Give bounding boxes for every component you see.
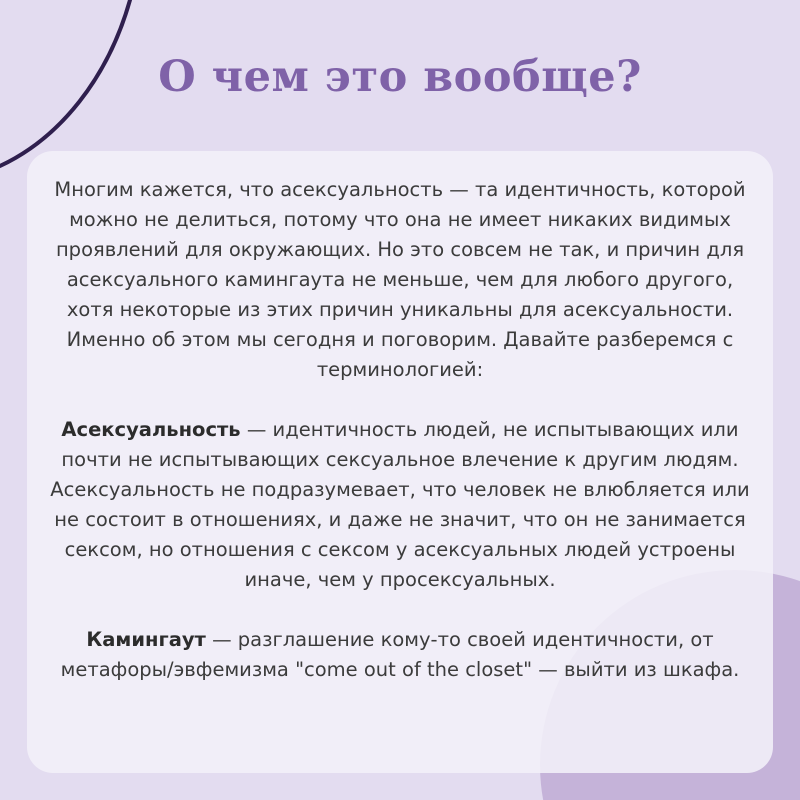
definition-term: Асексуальность [61, 418, 241, 441]
definition-asexuality [49, 415, 751, 595]
definition-term: Камингаут [86, 628, 206, 651]
intro-paragraph: Многим кажется, что асексуальность — та идентичность, которой можно не делиться, потому что она не имеет никаких видимых проявлений для окружающих. Но это совсем не так, и причин для асексуального камингаута не меньше, чем для любого другого, хотя некоторые из этих причин уникальны для асексуальности. Именно об этом мы сегодня и поговорим. Давайте разберемся с терминологией: [54, 178, 746, 381]
definition-text: — разглашение кому-то своей идентичности, от метафоры/эвфемизма "come out of the closet" — выйти из шкафа. [60, 628, 740, 681]
definition-coming-out [49, 625, 751, 685]
definition-text: — идентичность людей, не испытывающих или почти не испытывающих сексуальное влечение к другим людям. Асексуальность не подразумевает, что человек не влюбляется или не состоит в отношениях, и даже не значит, что он не занимается сексом, но отношения с сексом у асексуальных людей устроены иначе, чем у просексуальных. [50, 418, 750, 591]
paragraph-spacer [49, 595, 751, 625]
page-title: О чем это вообще? [158, 52, 642, 102]
content-card [27, 151, 773, 773]
paragraph-spacer [49, 385, 751, 415]
